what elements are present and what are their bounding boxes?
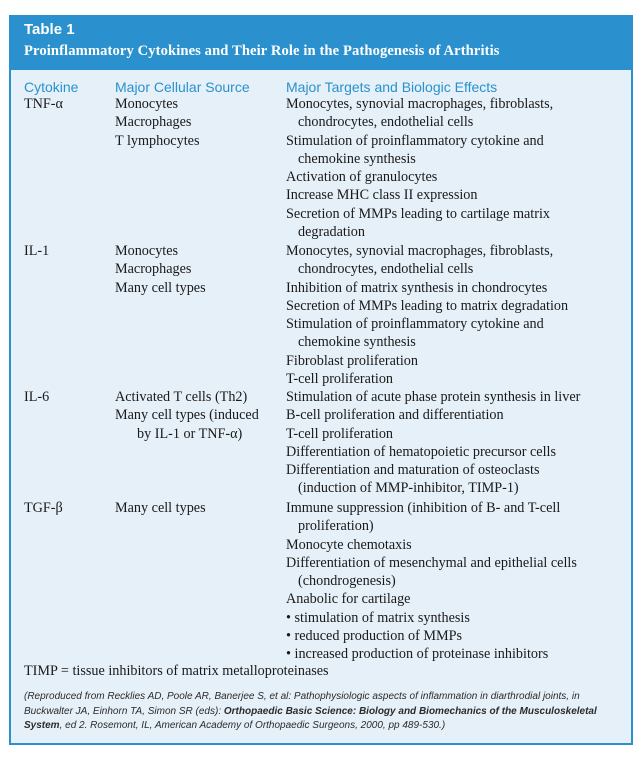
row-tgf-sources (115, 499, 206, 517)
row-il6-cytokine: IL-6 (24, 389, 50, 405)
row-il1-effects (286, 242, 568, 388)
row-il6-effects (286, 388, 580, 498)
effect-line: Stimulation of acute phase protein synthesis in liver (286, 389, 581, 405)
row-il1-cytokine: IL-1 (24, 243, 50, 259)
source-line: Macrophages (115, 114, 192, 131)
table-title: Proinflammatory Cytokines and Their Role in the Pathogenesis of Arthritis (24, 43, 500, 59)
effect-line: Fibroblast proliferation (286, 352, 418, 369)
source-citation-part1: (Reproduced from Recklies AD, Poole AR, Banerjee S, et al: Pathophysiologic aspects of inflammation in diarthrodial joints, in Buckwalter JA, Einhorn TA, Simon SR (eds): (24, 691, 580, 717)
source-line: Many cell types (115, 500, 206, 516)
effect-line: • increased production of proteinase inhibitors (286, 646, 549, 663)
effect-line: (induction of MMP-inhibitor, TIMP-1) (298, 480, 519, 497)
effect-line: B-cell proliferation and differentiation (286, 407, 504, 424)
column-header-source: Major Cellular Source (115, 79, 250, 95)
effect-line: Secretion of MMPs leading to cartilage matrix (286, 205, 550, 222)
source-citation (24, 690, 620, 734)
effect-line: Monocytes, synovial macrophages, fibroblasts, (286, 243, 554, 259)
row-tgf-effects (286, 499, 577, 664)
table-footnote: TIMP = tissue inhibitors of matrix metalloproteinases (24, 663, 329, 679)
effect-line: chemokine synthesis (298, 150, 416, 167)
row-tgf-cytokine: TGF-β (24, 500, 63, 516)
effect-line: Stimulation of proinflammatory cytokine and (286, 132, 544, 149)
source-line: T lymphocytes (115, 132, 200, 149)
source-citation-part2: , ed 2. Rosemont, IL, American Academy of Orthopaedic Surgeons, 2000, pp 489-530.) (59, 720, 446, 731)
effect-line: Increase MHC class II expression (286, 187, 478, 204)
effect-line: (chondrogenesis) (298, 573, 396, 590)
effect-line: Monocytes, synovial macrophages, fibroblasts, (286, 96, 554, 112)
table-frame (9, 15, 633, 745)
row-tnf-sources (115, 95, 199, 150)
effect-line: • reduced production of MMPs (286, 628, 462, 645)
source-line: Macrophages (115, 261, 192, 278)
row-il1-sources (115, 242, 206, 297)
effect-line: Activation of granulocytes (286, 169, 438, 186)
effect-line: chemokine synthesis (298, 334, 416, 351)
table-header-bar (11, 17, 631, 70)
effect-line: proliferation) (298, 518, 374, 535)
effect-line: Differentiation and maturation of osteoclasts (286, 462, 540, 479)
column-header-effects: Major Targets and Biologic Effects (286, 79, 498, 95)
effect-line: • stimulation of matrix synthesis (286, 609, 470, 626)
effect-line: degradation (298, 224, 365, 241)
row-tnf-effects (286, 95, 553, 241)
source-line: by IL-1 or TNF-α) (137, 425, 243, 442)
source-line: Activated T cells (Th2) (115, 389, 248, 405)
effect-line: Differentiation of mesenchymal and epithelial cells (286, 554, 577, 571)
source-line: Many cell types (115, 279, 206, 296)
table-label: Table 1 (24, 21, 75, 38)
row-tnf-cytokine: TNF-α (24, 96, 63, 112)
effect-line: Differentiation of hematopoietic precursor cells (286, 443, 556, 460)
effect-line: T-cell proliferation (286, 371, 394, 388)
effect-line: T-cell proliferation (286, 425, 394, 442)
effect-line: Immune suppression (inhibition of B- and T-cell (286, 500, 561, 516)
effect-line: Stimulation of proinflammatory cytokine and (286, 316, 544, 333)
row-il6-sources (115, 388, 259, 443)
effect-line: Secretion of MMPs leading to matrix degradation (286, 297, 569, 314)
effect-line: chondrocytes, endothelial cells (298, 114, 474, 131)
source-line: Monocytes (115, 96, 179, 112)
effect-line: Inhibition of matrix synthesis in chondrocytes (286, 279, 548, 296)
effect-line: chondrocytes, endothelial cells (298, 261, 474, 278)
effect-line: Anabolic for cartilage (286, 591, 411, 608)
source-line: Many cell types (induced (115, 407, 259, 424)
column-header-cytokine: Cytokine (24, 79, 79, 95)
source-citation-book-title: Orthopaedic Basic Science: Biology and Biomechanics of the Musculoskeletal System (24, 705, 597, 731)
source-line: Monocytes (115, 243, 179, 259)
effect-line: Monocyte chemotaxis (286, 536, 412, 553)
